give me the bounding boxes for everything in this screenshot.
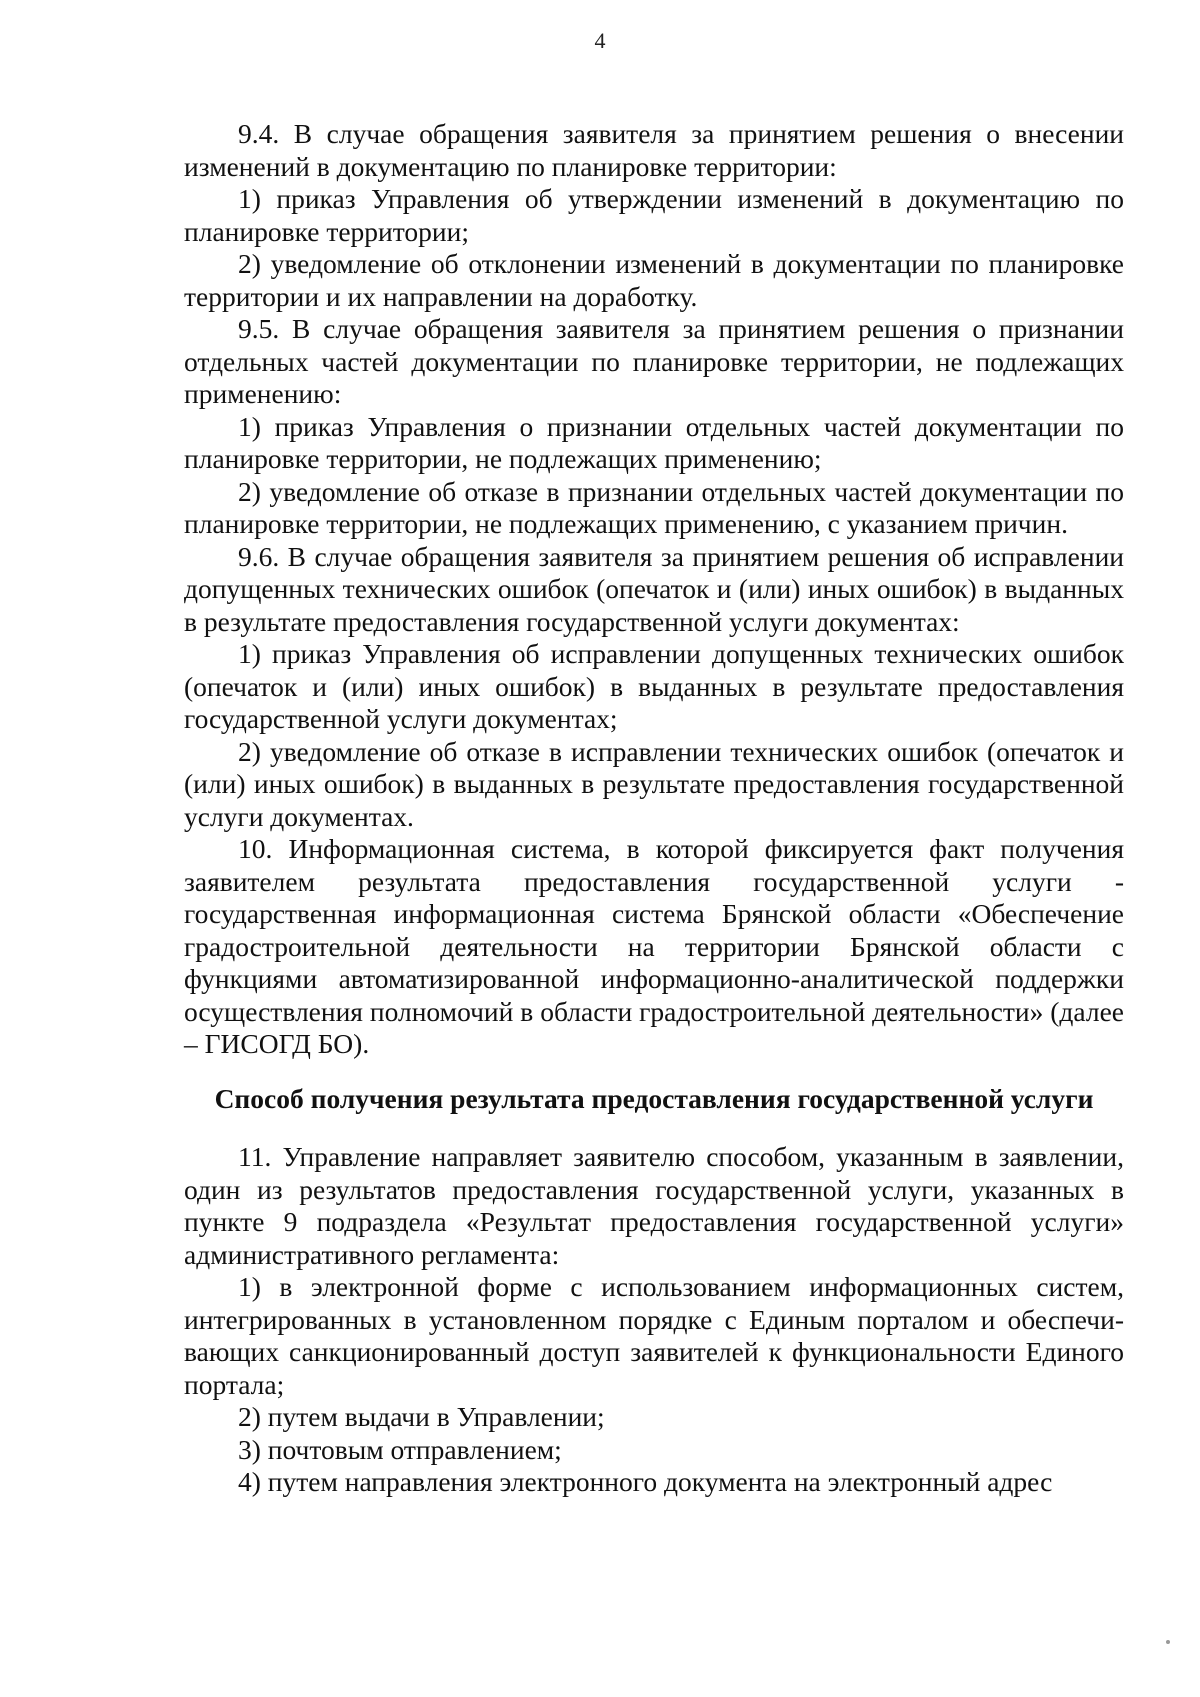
list-item: 2) уведомление об отклонении изменений в документации по планировке территории и их направлении на доработку. (184, 248, 1124, 312)
paragraph-10: 10. Информационная система, в которой фиксируется факт получения заявителем результата предоставления государственной услуги - государственная информационная система Брянской области «Обеспечение градостроительной деятельности на территории Брянской области с функциями автоматизированной информационно-аналитической поддержки осуществления полномочий в области градостроительной деятельности» (далее – ГИСОГД БО). (184, 833, 1124, 1059)
paragraph-9-5: 9.5. В случае обращения заявителя за принятием решения о признании отдельных частей документации по планировке территории, не подлежащих применению: (184, 313, 1124, 409)
list-item: 1) приказ Управления о признании отдельных частей документации по планировке территории, не подлежащих применению; (184, 410, 1124, 474)
list-item: 2) уведомление об отказе в признании отдельных частей документации по планировке территории, не подлежащих применению, с указанием причин. (184, 475, 1124, 539)
section-heading: Способ получения результата предоставления государственной услуги (214, 1082, 1094, 1114)
list-item: 2) путем выдачи в Управлении; (238, 1401, 605, 1432)
list-item: 1) приказ Управления об утверждении изменений в документацию по планировке территории; (184, 183, 1124, 247)
page-number: 4 (594, 28, 606, 53)
list-item: 1) приказ Управления об исправлении допущенных технических ошибок (опечаток и (или) иных ошибок) в выданных в результате предоставления государственной услуги документах; (184, 638, 1124, 734)
list-item: 3) почтовым отправлением; (238, 1433, 562, 1465)
scan-speck (1166, 1640, 1170, 1644)
paragraph-9-4: 9.4. В случае обращения заявителя за принятием решения о внесении изменений в документацию по планировке территории: (184, 118, 1124, 182)
document-body (184, 118, 1124, 1499)
list-item: 1) в электронной форме с использованием информационных систем, интегрированных в установленном порядке с Единым порталом и обеспечивающих санкционированный доступ заявителей к функциональности Единого портала; (184, 1271, 1124, 1400)
paragraph-11: 11. Управление направляет заявителю способом, указанным в заявлении, один из результатов предоставления государственной услуги, указанных в пункте 9 подраздела «Результат предоставления государственной услуги» административного регламента: (184, 1141, 1124, 1270)
list-item: 4) путем направления электронного документа на электронный адрес (238, 1466, 1053, 1497)
list-item: 2) уведомление об отказе в исправлении технических ошибок (опечаток и (или) иных ошибок) в выданных в результате предоставления государственной услуги документах. (184, 735, 1124, 832)
paragraph-9-6: 9.6. В случае обращения заявителя за принятием решения об исправлении допущенных технических ошибок (опечаток и (или) иных ошибок) в выданных в результате предоставления государственной услуги документах: (184, 540, 1124, 637)
